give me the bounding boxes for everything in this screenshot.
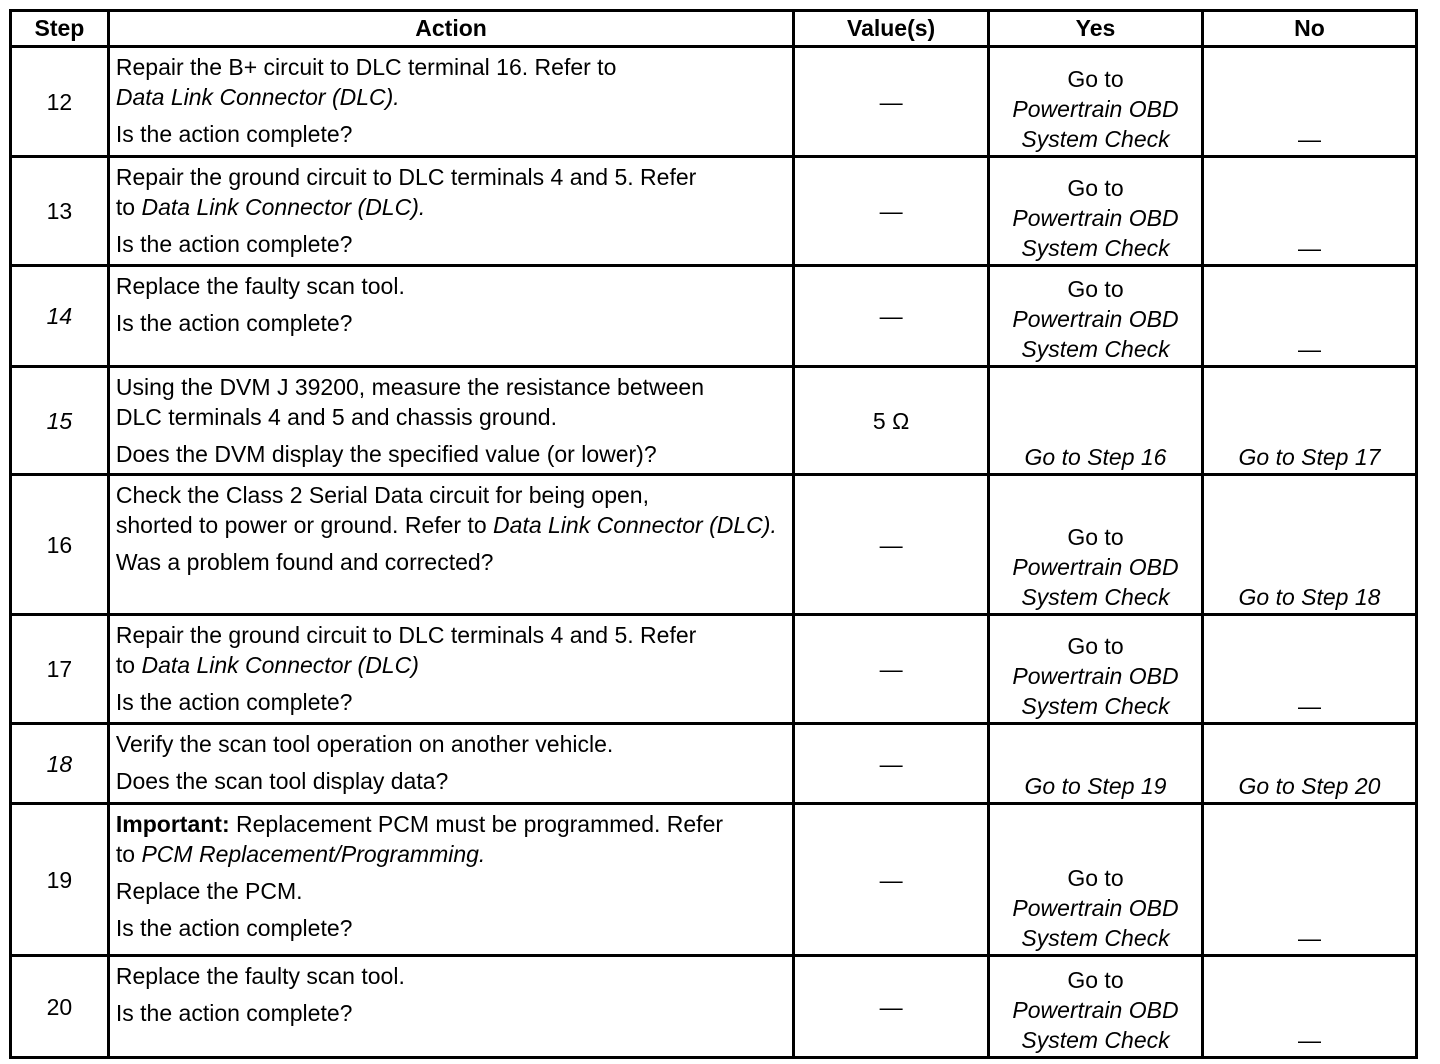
yes-target-2: System Check [1021, 584, 1170, 610]
step-number: 19 [11, 804, 109, 956]
action-text: Replace the faulty scan tool. [115, 273, 405, 299]
action-text: Repair the B+ circuit to DLC terminal 16. Refer to [115, 54, 617, 80]
no-target: Go to Step 20 [1238, 773, 1381, 799]
action-question: Is the action complete? [115, 121, 353, 147]
value-cell: — [794, 615, 989, 724]
action-to: to [115, 194, 142, 220]
yes-target-2: System Check [1021, 235, 1170, 261]
yes-goto: Go to [1067, 633, 1124, 659]
action-reference: Data Link Connector (DLC). [493, 512, 777, 538]
yes-target-2: System Check [1021, 693, 1170, 719]
no-cell [1202, 367, 1416, 475]
important-label: Important: [115, 811, 230, 837]
no-cell: — [1202, 804, 1416, 956]
value-cell: — [794, 475, 989, 615]
action-reference: Data Link Connector (DLC). [141, 194, 426, 220]
yes-cell [989, 266, 1203, 367]
yes-cell [989, 367, 1203, 475]
yes-cell [989, 724, 1203, 804]
step-number: 18 [11, 724, 109, 804]
yes-target: Powertrain OBD [1012, 306, 1179, 332]
action-cell [108, 956, 793, 1058]
action-cell [108, 266, 793, 367]
yes-target: Powertrain OBD [1012, 997, 1179, 1023]
yes-target: Powertrain OBD [1012, 554, 1179, 580]
header-row [11, 11, 1417, 47]
value-cell: — [794, 266, 989, 367]
yes-target-2: System Check [1021, 126, 1170, 152]
action-reference: Data Link Connector (DLC) [141, 652, 419, 678]
yes-goto: Go to [1067, 66, 1124, 92]
yes-goto: Go to [1067, 175, 1124, 201]
action-text: Verify the scan tool operation on another vehicle. [115, 731, 614, 757]
action-question: Is the action complete? [115, 310, 353, 336]
step-number: 13 [11, 157, 109, 266]
yes-target: Go to Step 19 [1024, 773, 1167, 799]
action-cell [108, 724, 793, 804]
no-cell: — [1202, 157, 1416, 266]
action-cell [108, 47, 793, 157]
no-cell: — [1202, 266, 1416, 367]
action-question: Is the action complete? [115, 231, 353, 257]
step-number: 15 [11, 367, 109, 475]
header-step: Step [11, 11, 109, 47]
table-row [11, 724, 1417, 804]
value-cell: — [794, 956, 989, 1058]
table-row [11, 804, 1417, 956]
header-no: No [1202, 11, 1416, 47]
value-cell: — [794, 724, 989, 804]
action-question: Does the scan tool display data? [115, 768, 449, 794]
yes-goto: Go to [1067, 865, 1124, 891]
yes-target: Powertrain OBD [1012, 96, 1179, 122]
step-number: 14 [11, 266, 109, 367]
action-cell [108, 475, 793, 615]
yes-cell [989, 956, 1203, 1058]
diagnostic-table [9, 9, 1418, 1059]
no-cell: — [1202, 615, 1416, 724]
table-row [11, 475, 1417, 615]
table-row [11, 956, 1417, 1058]
step-number: 12 [11, 47, 109, 157]
action-to: to [115, 652, 142, 678]
step-number: 16 [11, 475, 109, 615]
action-reference: Data Link Connector (DLC). [115, 84, 400, 110]
action-text-2: shorted to power or ground. Refer to [115, 512, 494, 538]
action-text: Using the DVM J 39200, measure the resistance between [115, 374, 704, 400]
action-text: Repair the ground circuit to DLC terminals 4 and 5. Refer [115, 164, 697, 190]
action-text: Repair the ground circuit to DLC terminals 4 and 5. Refer [115, 622, 697, 648]
no-target: Go to Step 18 [1238, 584, 1381, 610]
value-cell: 5 Ω [794, 367, 989, 475]
action-reference: PCM Replacement/Programming. [141, 841, 486, 867]
no-cell [1202, 475, 1416, 615]
table-row [11, 266, 1417, 367]
no-cell [1202, 724, 1416, 804]
table-row [11, 47, 1417, 157]
yes-target: Go to Step 16 [1024, 444, 1167, 470]
action-question: Does the DVM display the specified value (or lower)? [115, 441, 657, 467]
yes-target-2: System Check [1021, 925, 1170, 951]
important-text: Replacement PCM must be programmed. Refer [229, 811, 724, 837]
yes-cell [989, 475, 1203, 615]
yes-cell [989, 804, 1203, 956]
no-target: Go to Step 17 [1238, 444, 1381, 470]
step-number: 20 [11, 956, 109, 1058]
action-question: Is the action complete? [115, 689, 353, 715]
table-row [11, 157, 1417, 266]
yes-goto: Go to [1067, 524, 1124, 550]
no-cell: — [1202, 956, 1416, 1058]
action-cell [108, 615, 793, 724]
yes-target-2: System Check [1021, 336, 1170, 362]
header-yes: Yes [989, 11, 1203, 47]
no-cell: — [1202, 47, 1416, 157]
yes-target-2: System Check [1021, 1027, 1170, 1053]
yes-target: Powertrain OBD [1012, 663, 1179, 689]
header-action: Action [108, 11, 793, 47]
action-to: to [115, 841, 142, 867]
yes-goto: Go to [1067, 276, 1124, 302]
yes-cell [989, 615, 1203, 724]
yes-cell [989, 157, 1203, 266]
table-row [11, 367, 1417, 475]
step-number: 17 [11, 615, 109, 724]
action-question: Is the action complete? [115, 1000, 353, 1026]
yes-target: Powertrain OBD [1012, 205, 1179, 231]
yes-goto: Go to [1067, 967, 1124, 993]
yes-cell [989, 47, 1203, 157]
action-cell [108, 804, 793, 956]
action-question: Is the action complete? [115, 915, 353, 941]
action-question: Was a problem found and corrected? [115, 549, 494, 575]
value-cell: — [794, 804, 989, 956]
value-cell: — [794, 47, 989, 157]
action-text: Replace the PCM. [115, 878, 303, 904]
table-row [11, 615, 1417, 724]
yes-target: Powertrain OBD [1012, 895, 1179, 921]
header-values: Value(s) [794, 11, 989, 47]
action-text: Replace the faulty scan tool. [115, 963, 405, 989]
action-cell [108, 367, 793, 475]
action-cell [108, 157, 793, 266]
action-text-2: DLC terminals 4 and 5 and chassis ground. [115, 404, 557, 430]
action-text: Check the Class 2 Serial Data circuit for being open, [115, 482, 649, 508]
value-cell: — [794, 157, 989, 266]
